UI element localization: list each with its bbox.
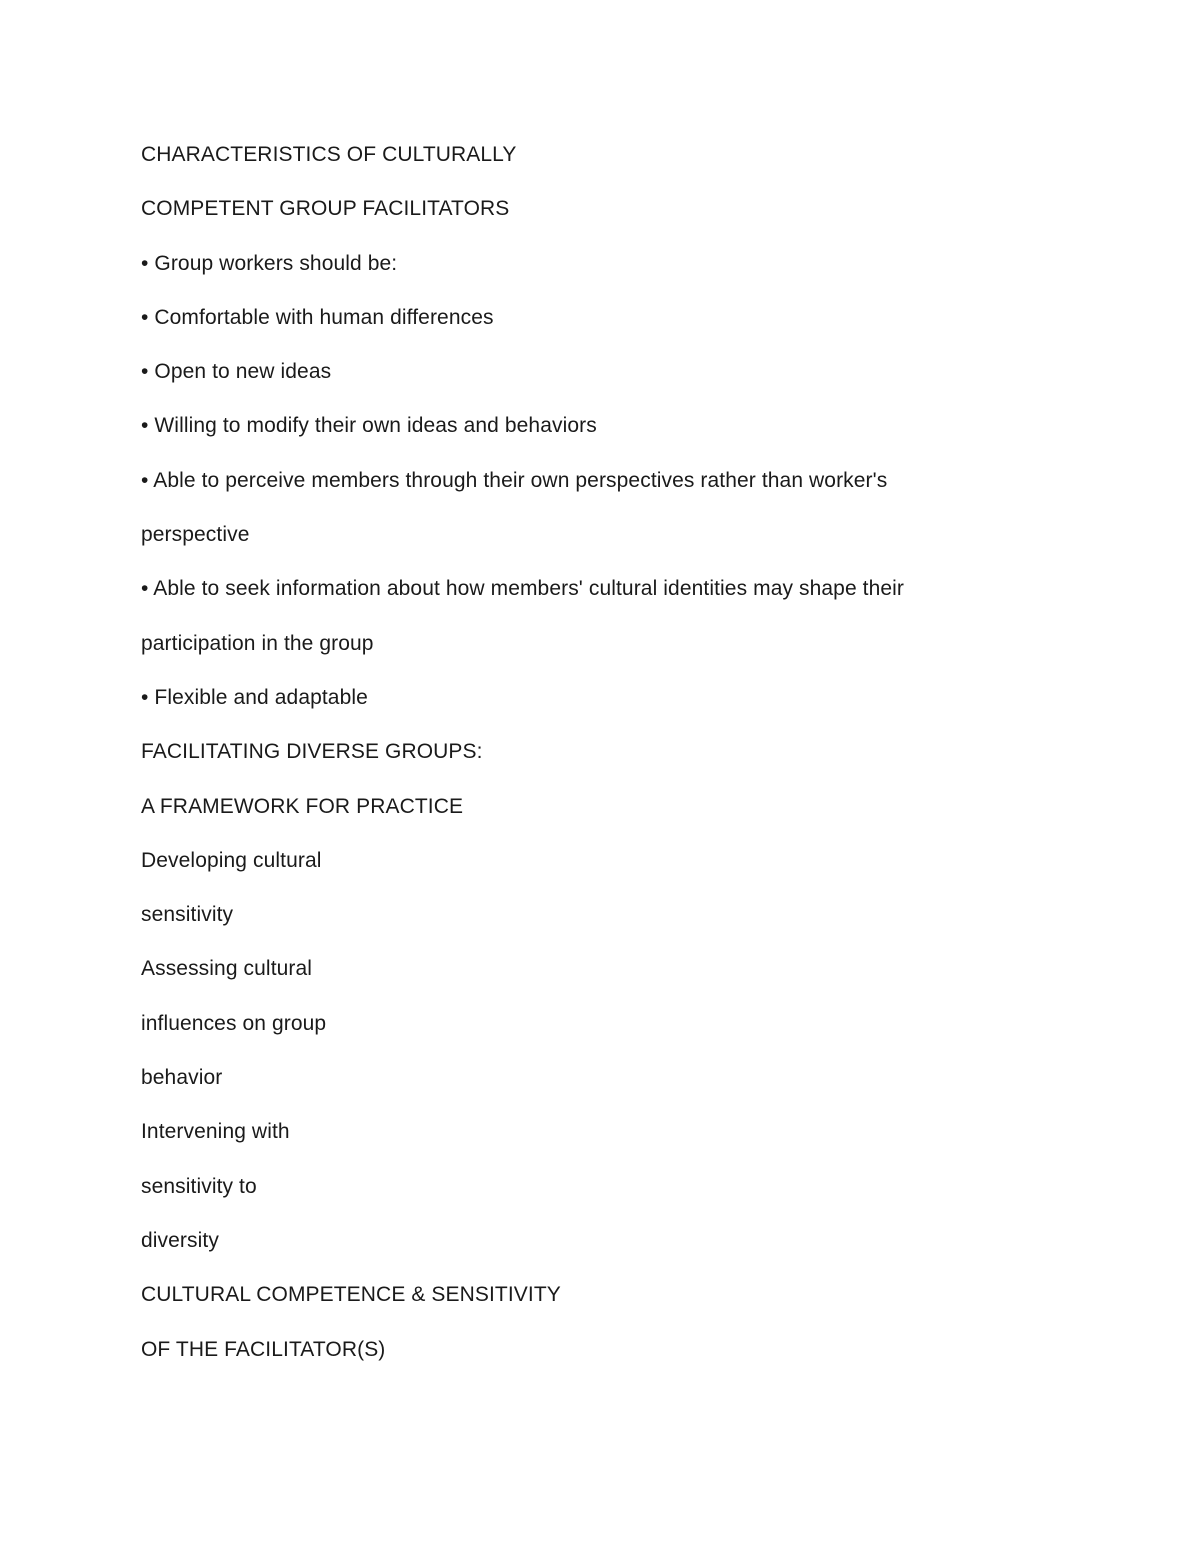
text-line: perspective: [141, 523, 250, 547]
text-line: Intervening with: [141, 1120, 290, 1144]
bullet-line: • Comfortable with human differences: [141, 305, 494, 329]
bullet-line: • Group workers should be:: [141, 251, 398, 275]
bullet-line: • Open to new ideas: [141, 360, 332, 384]
document-body: [141, 128, 1041, 1377]
bullet-line: • Able to perceive members through their own perspectives rather than worker's: [141, 468, 888, 492]
heading-line: CULTURAL COMPETENCE & SENSITIVITY: [141, 1283, 561, 1307]
bullet-line: • Willing to modify their own ideas and behaviors: [141, 414, 597, 438]
bullet-line: • Flexible and adaptable: [141, 685, 368, 709]
heading-line: COMPETENT GROUP FACILITATORS: [141, 197, 510, 221]
heading-line: A FRAMEWORK FOR PRACTICE: [141, 794, 464, 818]
heading-line: OF THE FACILITATOR(S): [141, 1337, 386, 1361]
text-line: participation in the group: [141, 631, 374, 655]
text-line: influences on group: [141, 1011, 327, 1035]
text-line: diversity: [141, 1228, 219, 1252]
heading-line: CHARACTERISTICS OF CULTURALLY: [141, 143, 517, 166]
text-line: Assessing cultural: [141, 957, 313, 981]
text-line: sensitivity to: [141, 1174, 257, 1198]
text-line: behavior: [141, 1066, 223, 1090]
heading-line: FACILITATING DIVERSE GROUPS:: [141, 740, 483, 764]
bullet-line: • Able to seek information about how members' cultural identities may shape their: [141, 577, 905, 601]
text-line: Developing cultural: [141, 848, 322, 872]
text-line: sensitivity: [141, 903, 234, 927]
